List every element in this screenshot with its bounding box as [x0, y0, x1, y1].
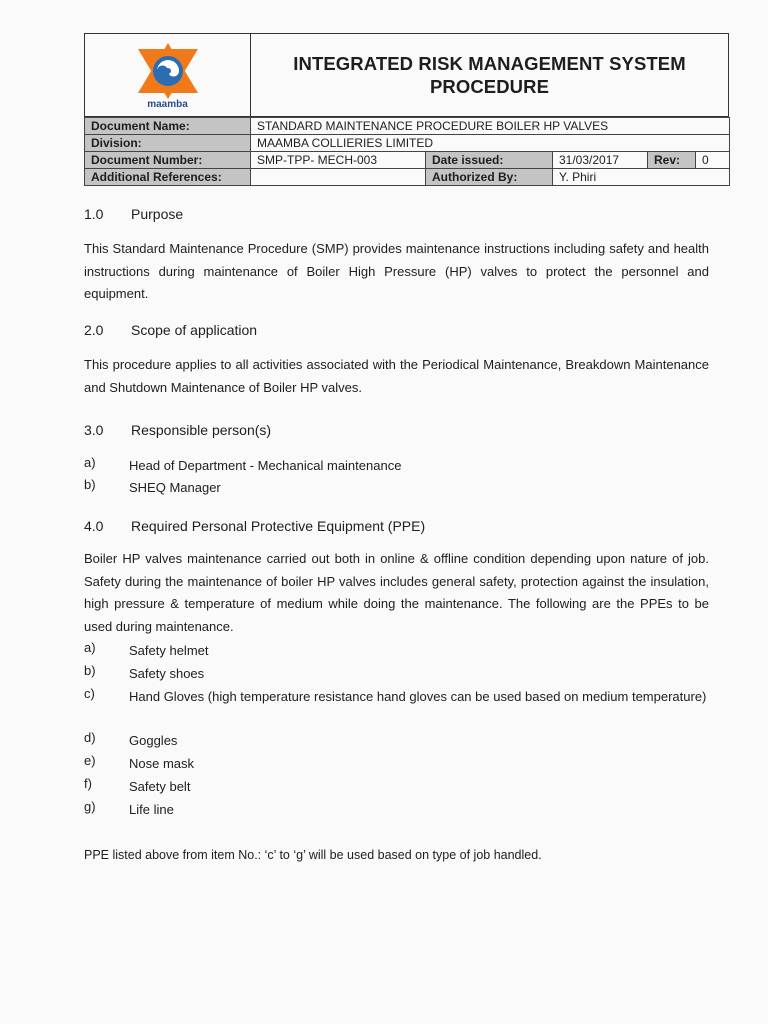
list-item	[84, 477, 709, 498]
document-meta-table	[84, 117, 730, 186]
list-marker: f)	[84, 776, 92, 791]
list-item	[84, 686, 709, 707]
meta-row-document-name	[85, 118, 730, 135]
list-item	[84, 640, 709, 661]
section-title: Required Personal Protective Equipment (PPE)	[131, 518, 426, 534]
list-text: Safety shoes	[129, 666, 205, 681]
date-issued-value: 31/03/2017	[553, 152, 648, 169]
doc-name-value: STANDARD MAINTENANCE PROCEDURE BOILER HP VALVES	[251, 118, 730, 135]
rev-label: Rev:	[648, 152, 696, 169]
list-item	[84, 730, 709, 751]
list-text: Safety belt	[129, 779, 191, 794]
section-heading-ppe	[84, 518, 425, 534]
list-marker: e)	[84, 753, 96, 768]
list-text: Safety helmet	[129, 643, 209, 658]
authorized-by-label: Authorized By:	[426, 169, 553, 186]
list-marker: b)	[84, 663, 96, 678]
list-marker: d)	[84, 730, 96, 745]
title-line-1: INTEGRATED RISK MANAGEMENT SYSTEM	[293, 53, 686, 74]
section-title: Purpose	[131, 206, 184, 222]
meta-row-division	[85, 135, 730, 152]
division-label: Division:	[85, 135, 251, 152]
rev-value: 0	[696, 152, 730, 169]
maamba-star-icon	[133, 41, 203, 101]
meta-row-document-number	[85, 152, 730, 169]
list-text: Nose mask	[129, 756, 195, 771]
list-marker: c)	[84, 686, 95, 701]
doc-name-label: Document Name:	[85, 118, 251, 135]
list-text: Life line	[129, 802, 174, 817]
section-number: 1.0	[84, 206, 104, 222]
doc-number-value: SMP-TPP- MECH-003	[251, 152, 426, 169]
list-text: Goggles	[129, 733, 178, 748]
division-value: MAAMBA COLLIERIES LIMITED	[251, 135, 730, 152]
references-label: Additional References:	[85, 169, 251, 186]
list-text: Head of Department - Mechanical maintenance	[129, 458, 402, 473]
section-heading-purpose	[84, 206, 183, 222]
list-marker: a)	[84, 455, 96, 470]
list-item	[84, 663, 709, 684]
document-header	[84, 33, 729, 117]
document-title	[251, 34, 728, 116]
section-number: 2.0	[84, 322, 104, 338]
section-number: 4.0	[84, 518, 104, 534]
authorized-by-value: Y. Phiri	[553, 169, 730, 186]
title-line-2: PROCEDURE	[429, 76, 550, 97]
doc-number-label: Document Number:	[85, 152, 251, 169]
section-heading-scope	[84, 322, 257, 338]
purpose-paragraph: This Standard Maintenance Procedure (SMP) provides maintenance instructions including safety and health instructions during maintenance of Boiler High Pressure (HP) valves to protect the personnel and equipment.	[84, 241, 709, 301]
section-title: Responsible person(s)	[131, 422, 272, 438]
section-number: 3.0	[84, 422, 104, 438]
references-value	[251, 169, 426, 186]
list-marker: a)	[84, 640, 96, 655]
company-logo	[85, 34, 251, 116]
list-marker: g)	[84, 799, 96, 814]
ppe-footnote: PPE listed above from item No.: ‘c’ to ‘g’ will be used based on type of job handled.	[84, 848, 542, 862]
list-text: SHEQ Manager	[129, 480, 221, 495]
list-item	[84, 799, 709, 820]
section-title: Scope of application	[131, 322, 258, 338]
date-issued-label: Date issued:	[426, 152, 553, 169]
scope-paragraph: This procedure applies to all activities associated with the Periodical Maintenance, Breakdown Maintenance and Shutdown Maintenance of Boiler HP valves.	[84, 357, 709, 395]
list-item	[84, 776, 709, 797]
logo-wordmark: maamba	[147, 98, 188, 110]
list-marker: b)	[84, 477, 96, 492]
list-item	[84, 753, 709, 774]
ppe-paragraph: Boiler HP valves maintenance carried out both in online & offline condition depending upon nature of job. Safety during the maintenance of boiler HP valves includes general safety, protection against the insulation, high pressure & temperature of medium while doing the maintenance. The following are the PPEs to be used during maintenance.	[84, 551, 709, 634]
section-heading-responsible	[84, 422, 271, 438]
meta-row-references	[85, 169, 730, 186]
list-item	[84, 455, 709, 476]
list-text: Hand Gloves (high temperature resistance hand gloves can be used based on medium temperature)	[129, 689, 707, 704]
